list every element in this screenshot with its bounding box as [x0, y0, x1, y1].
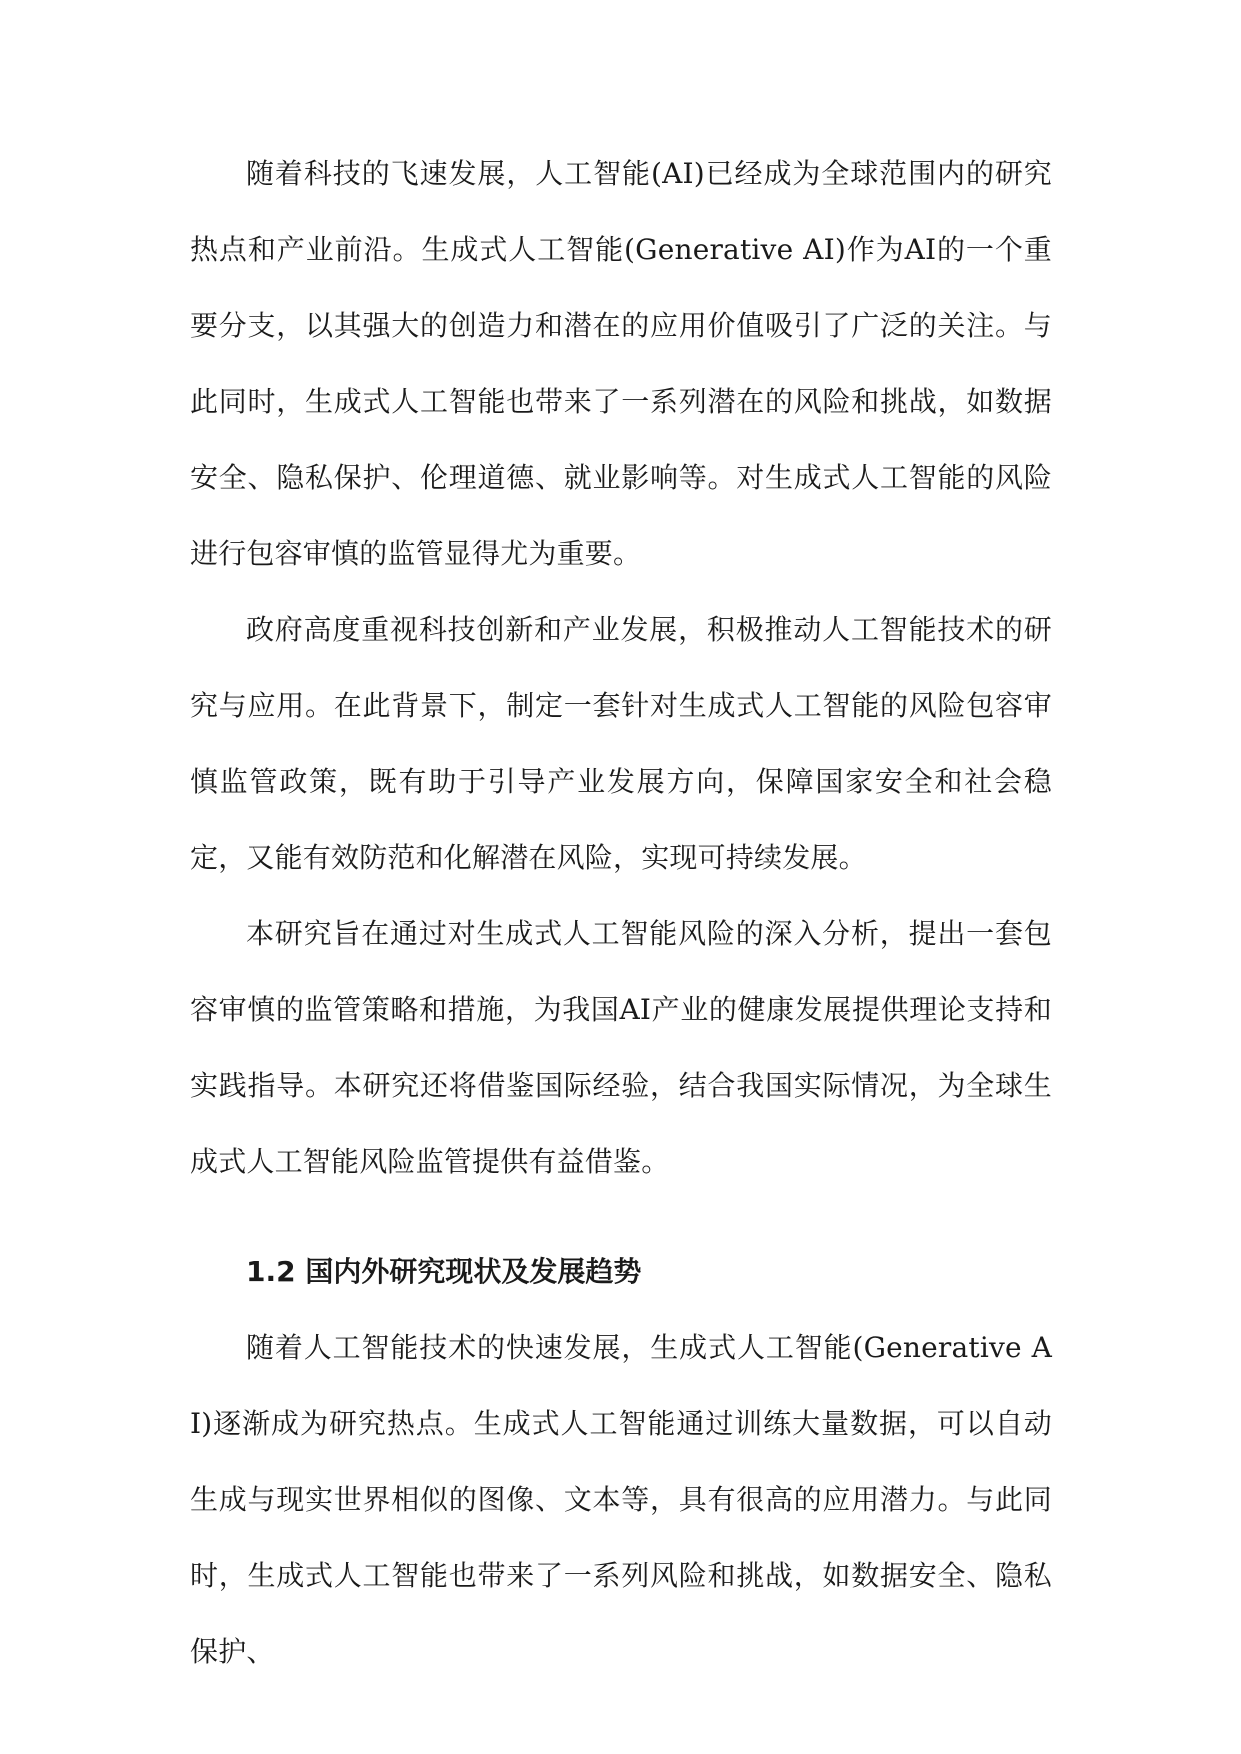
document-body — [190, 136, 1052, 1690]
paragraph-policy: 政府高度重视科技创新和产业发展，积极推动人工智能技术的研究与应用。在此背景下，制定一套针对生成式人工智能的风险包容审慎监管政策，既有助于引导产业发展方向，保障国家安全和社会稳定，又能有效防范和化解潜在风险，实现可持续发展。 — [190, 613, 1052, 874]
paragraph-research-status: 随着人工智能技术的快速发展，生成式人工智能(Generative AI)逐渐成为研究热点。生成式人工智能通过训练大量数据，可以自动生成与现实世界相似的图像、文本等，具有很高的应用潜力。与此同时，生成式人工智能也带来了一系列风险和挑战，如数据安全、隐私保护、 — [190, 1331, 1052, 1668]
section-heading: 1.2 国内外研究现状及发展趋势 — [246, 1255, 642, 1288]
paragraph-research-aim: 本研究旨在通过对生成式人工智能风险的深入分析，提出一套包容审慎的监管策略和措施，为我国AI产业的健康发展提供理论支持和实践指导。本研究还将借鉴国际经验，结合我国实际情况，为全球生成式人工智能风险监管提供有益借鉴。 — [190, 917, 1052, 1178]
paragraph-background: 随着科技的飞速发展，人工智能(AI)已经成为全球范围内的研究热点和产业前沿。生成式人工智能(Generative AI)作为AI的一个重要分支，以其强大的创造力和潜在的应用价值吸引了广泛的关注。与此同时，生成式人工智能也带来了一系列潜在的风险和挑战，如数据安全、隐私保护、伦理道德、就业影响等。对生成式人工智能的风险进行包容审慎的监管显得尤为重要。 — [190, 157, 1052, 570]
